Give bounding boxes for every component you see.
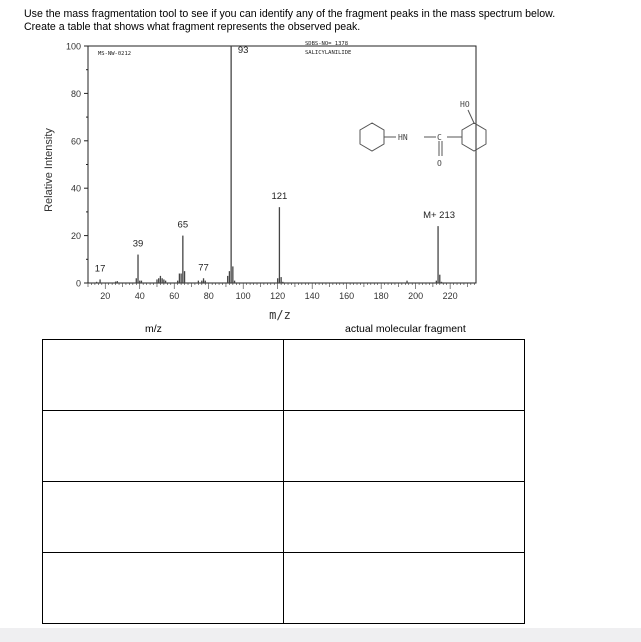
table-row <box>43 482 525 553</box>
carbonyl-c-label: C <box>437 133 442 142</box>
fragment-cell[interactable] <box>284 340 525 411</box>
x-tick-label: 180 <box>373 291 389 301</box>
instruction-line-2: Create a table that shows what fragment represents the observed peak. <box>24 20 361 33</box>
x-tick-label: 160 <box>339 291 355 301</box>
plot-frame <box>88 46 476 283</box>
table-row <box>43 411 525 482</box>
y-tick-label: 100 <box>65 41 81 52</box>
hydroxyl-label: HO <box>460 100 470 109</box>
ring-to-oh-bond <box>468 110 474 123</box>
x-tick-label: 120 <box>270 291 286 301</box>
mz-cell[interactable] <box>43 340 284 411</box>
table-row <box>43 340 525 411</box>
peak-label: M+ 213 <box>423 210 456 222</box>
x-tick-label: 220 <box>442 291 458 301</box>
compound-name: SALICYLANILIDE <box>305 50 352 56</box>
chart-peaks <box>94 46 442 283</box>
peak-label: 39 <box>132 238 144 250</box>
x-tick-label: 140 <box>304 291 320 301</box>
fragment-cell[interactable] <box>284 482 525 553</box>
answer-table <box>42 339 525 624</box>
fragment-cell[interactable] <box>284 411 525 482</box>
y-tick-label: 60 <box>70 136 81 147</box>
x-axis-label: m/z <box>269 308 291 322</box>
x-tick-label: 40 <box>134 291 145 301</box>
y-axis-label: Relative Intensity <box>43 128 55 212</box>
mz-cell[interactable] <box>43 411 284 482</box>
y-tick-label: 40 <box>70 183 81 194</box>
chart-peak-labels <box>95 45 455 274</box>
table-row <box>43 553 525 624</box>
amide-nh-label: HN <box>398 133 408 142</box>
peak-label: 77 <box>198 262 209 274</box>
y-tick-label: 20 <box>70 231 81 242</box>
peak-label: 93 <box>237 45 249 56</box>
spectrum-id: MS-NW-0212 <box>98 51 132 57</box>
left-benzene-ring <box>360 123 384 151</box>
right-benzene-ring <box>462 123 486 151</box>
carbonyl-o-label: O <box>437 159 442 168</box>
page-bottom-edge <box>0 628 641 642</box>
table-header-mz: m/z <box>145 323 162 335</box>
y-tick-label: 0 <box>75 278 81 289</box>
y-tick-label: 80 <box>70 88 81 99</box>
x-tick-label: 100 <box>235 291 251 301</box>
peak-label: 121 <box>271 191 288 203</box>
peak-label: 65 <box>177 219 189 231</box>
peak-label: 17 <box>94 263 106 275</box>
mz-cell[interactable] <box>43 553 284 624</box>
molecule-structure <box>360 110 486 156</box>
fragment-cell[interactable] <box>284 553 525 624</box>
x-tick-label: 200 <box>408 291 424 301</box>
table-header-fragment: actual molecular fragment <box>345 323 466 335</box>
mz-cell[interactable] <box>43 482 284 553</box>
compound-code: SDBS-NO= 1378 <box>305 41 349 47</box>
x-tick-label: 20 <box>100 291 111 301</box>
x-tick-label: 80 <box>203 291 214 301</box>
instruction-line-1: Use the mass fragmentation tool to see if you can identify any of the fragment peaks in the mass spectrum below. <box>24 8 556 20</box>
chart-axes <box>66 42 476 302</box>
x-tick-label: 60 <box>169 291 180 301</box>
